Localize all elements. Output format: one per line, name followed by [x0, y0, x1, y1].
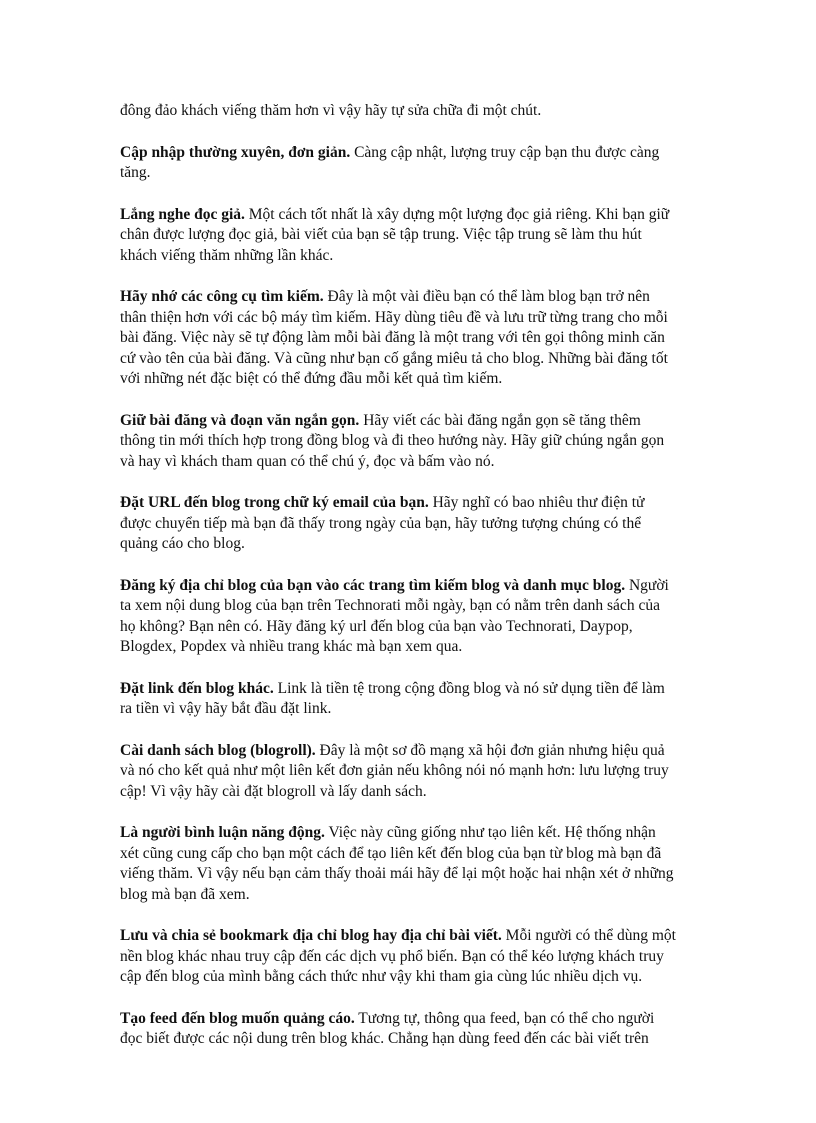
paragraph	[120, 143, 700, 184]
paragraph-heading: Đặt URL đến blog trong chữ ký email của bạn.	[120, 494, 429, 511]
paragraph-heading: Lắng nghe đọc giả.	[120, 205, 245, 223]
paragraph	[120, 101, 700, 122]
paragraph-heading: Hãy nhớ các công cụ tìm kiếm.	[120, 288, 324, 305]
paragraph-heading: Lưu và chia sẻ bookmark địa chỉ blog hay địa chỉ bài viết.	[120, 927, 502, 944]
paragraph-text-line: thông tin mới thích hợp trong đồng blog và đi theo hướng này. Hãy giữ chúng ngắn gọn	[120, 432, 665, 449]
paragraph-text-line: Việc này cũng giống như tạo liên kết. Hệ thống nhận	[324, 824, 656, 841]
document-page	[120, 101, 700, 1071]
paragraph-heading: Tạo feed đến blog muốn quảng cáo.	[120, 1009, 355, 1027]
paragraph-text-line: chân được lượng đọc giả, bài viết của bạn sẽ tập trung. Việc tập trung sẽ làm thu hút	[120, 226, 642, 243]
paragraph-text-line: tăng.	[120, 164, 151, 181]
paragraph	[120, 926, 700, 988]
paragraph-text-line: Link là tiền tệ trong cộng đồng blog và nó sử dụng tiền để làm	[273, 679, 665, 697]
paragraph-text-line: cứ vào tên của bài đăng. Và cũng như bạn cố gắng miêu tả cho blog. Những bài đăng tốt	[120, 349, 668, 367]
paragraph-text-line: đông đảo khách viếng thăm hơn vì vậy hãy tự sửa chữa đi một chút.	[120, 102, 542, 119]
paragraph-heading: Cập nhập thường xuyên, đơn giản.	[120, 143, 351, 161]
paragraph-text-line: với những nét đặc biệt có thể đứng đầu mỗi kết quả tìm kiếm.	[120, 370, 503, 387]
paragraph-text-line: Hãy nghĩ có bao nhiêu thư điện tử	[428, 494, 645, 511]
paragraph-text-line: Đây là một vài điều bạn có thể làm blog bạn trở nên	[323, 288, 650, 305]
paragraph-text-line: Blogdex, Popdex và nhiều trang khác mà bạn xem qua.	[120, 638, 463, 655]
paragraph-text-line: bài đăng. Việc này sẽ tự động làm mỗi bài đăng là một trang với tên gọi thông minh căn	[120, 329, 665, 346]
paragraph	[120, 411, 700, 473]
paragraph-text-line: Một cách tốt nhất là xây dựng một lượng đọc giả riêng. Khi bạn giữ	[244, 205, 670, 223]
paragraph-text-line: và hay vì khách tham quan có thể chú ý, đọc và bấm vào nó.	[120, 452, 495, 470]
paragraph-text-line: ra tiền vì vậy hãy bắt đầu đặt link.	[120, 700, 332, 717]
paragraph	[120, 823, 700, 905]
paragraph-text-line: ta xem nội dung blog của bạn trên Technorati mỗi ngày, bạn có nằm trên danh sách của	[120, 597, 660, 614]
paragraph-text-line: quảng cáo cho blog.	[120, 535, 245, 552]
paragraph	[120, 741, 700, 803]
paragraph-text-line: blog mà bạn đã xem.	[120, 885, 250, 903]
paragraph-text-line: Hãy viết các bài đăng ngắn gọn sẽ tăng thêm	[359, 411, 641, 429]
paragraph-text-line: Tương tự, thông qua feed, bạn có thể cho người	[354, 1009, 655, 1027]
paragraph-text-line: cập đến blog của mình bằng cách thức như vậy khi tham gia cùng lúc nhiều dịch vụ.	[120, 968, 643, 985]
paragraph-text-line: Càng cập nhật, lượng truy cập bạn thu được càng	[350, 143, 660, 161]
paragraph-heading: Giữ bài đăng và đoạn văn ngắn gọn.	[120, 411, 360, 429]
paragraph-heading: Là người bình luận năng động.	[120, 824, 325, 841]
paragraph-text-line: xét cũng cung cấp cho bạn một cách để tạo liên kết đến blog của bạn từ blog mà bạn đã	[120, 844, 662, 862]
paragraph-text-line: Đây là một sơ đồ mạng xã hội đơn giản nhưng hiệu quả	[315, 741, 665, 759]
paragraph-heading: Cài danh sách blog (blogroll).	[120, 741, 316, 759]
paragraph-text-line: và nó cho kết quả như một liên kết đơn giản nếu không nói nó mạnh hơn: lưu lượng truy	[120, 762, 669, 779]
paragraph	[120, 679, 700, 720]
paragraph-text-line: họ không? Bạn nên có. Hãy đăng ký url đến blog của bạn vào Technorati, Daypop,	[120, 617, 633, 635]
paragraph-text-line: được chuyển tiếp mà bạn đã thấy trong ngày của bạn, hãy tưởng tượng chúng có thể	[120, 514, 642, 532]
paragraph	[120, 287, 700, 390]
paragraph-text-line: Mỗi người có thể dùng một	[501, 927, 676, 944]
paragraph	[120, 1009, 700, 1050]
paragraph	[120, 576, 700, 658]
paragraph	[120, 493, 700, 555]
paragraph-heading: Đăng ký địa chỉ blog của bạn vào các trang tìm kiếm blog và danh mục blog.	[120, 576, 626, 594]
paragraph-text-line: khách viếng thăm những lần khác.	[120, 246, 334, 264]
paragraph-text-line: cập! Vì vậy hãy cài đặt blogroll và lấy danh sách.	[120, 782, 427, 800]
paragraph	[120, 205, 700, 267]
paragraph-text-line: thân thiện hơn với các bộ máy tìm kiếm. Hãy dùng tiêu đề và lưu trữ từng trang cho mỗi	[120, 308, 668, 326]
paragraph-text-line: nền blog khác nhau truy cập đến các dịch vụ phổ biến. Bạn có thể kéo lượng khách truy	[120, 947, 664, 965]
paragraph-text-line: đọc biết được các nội dung trên blog khác. Chẳng hạn dùng feed đến các bài viết trên	[120, 1030, 649, 1047]
paragraph-heading: Đặt link đến blog khác.	[120, 679, 274, 697]
paragraph-text-line: viếng thăm. Vì vậy nếu bạn cảm thấy thoải mái hãy để lại một hoặc hai nhận xét ở những	[120, 865, 674, 882]
paragraph-text-line: Người	[625, 576, 669, 594]
